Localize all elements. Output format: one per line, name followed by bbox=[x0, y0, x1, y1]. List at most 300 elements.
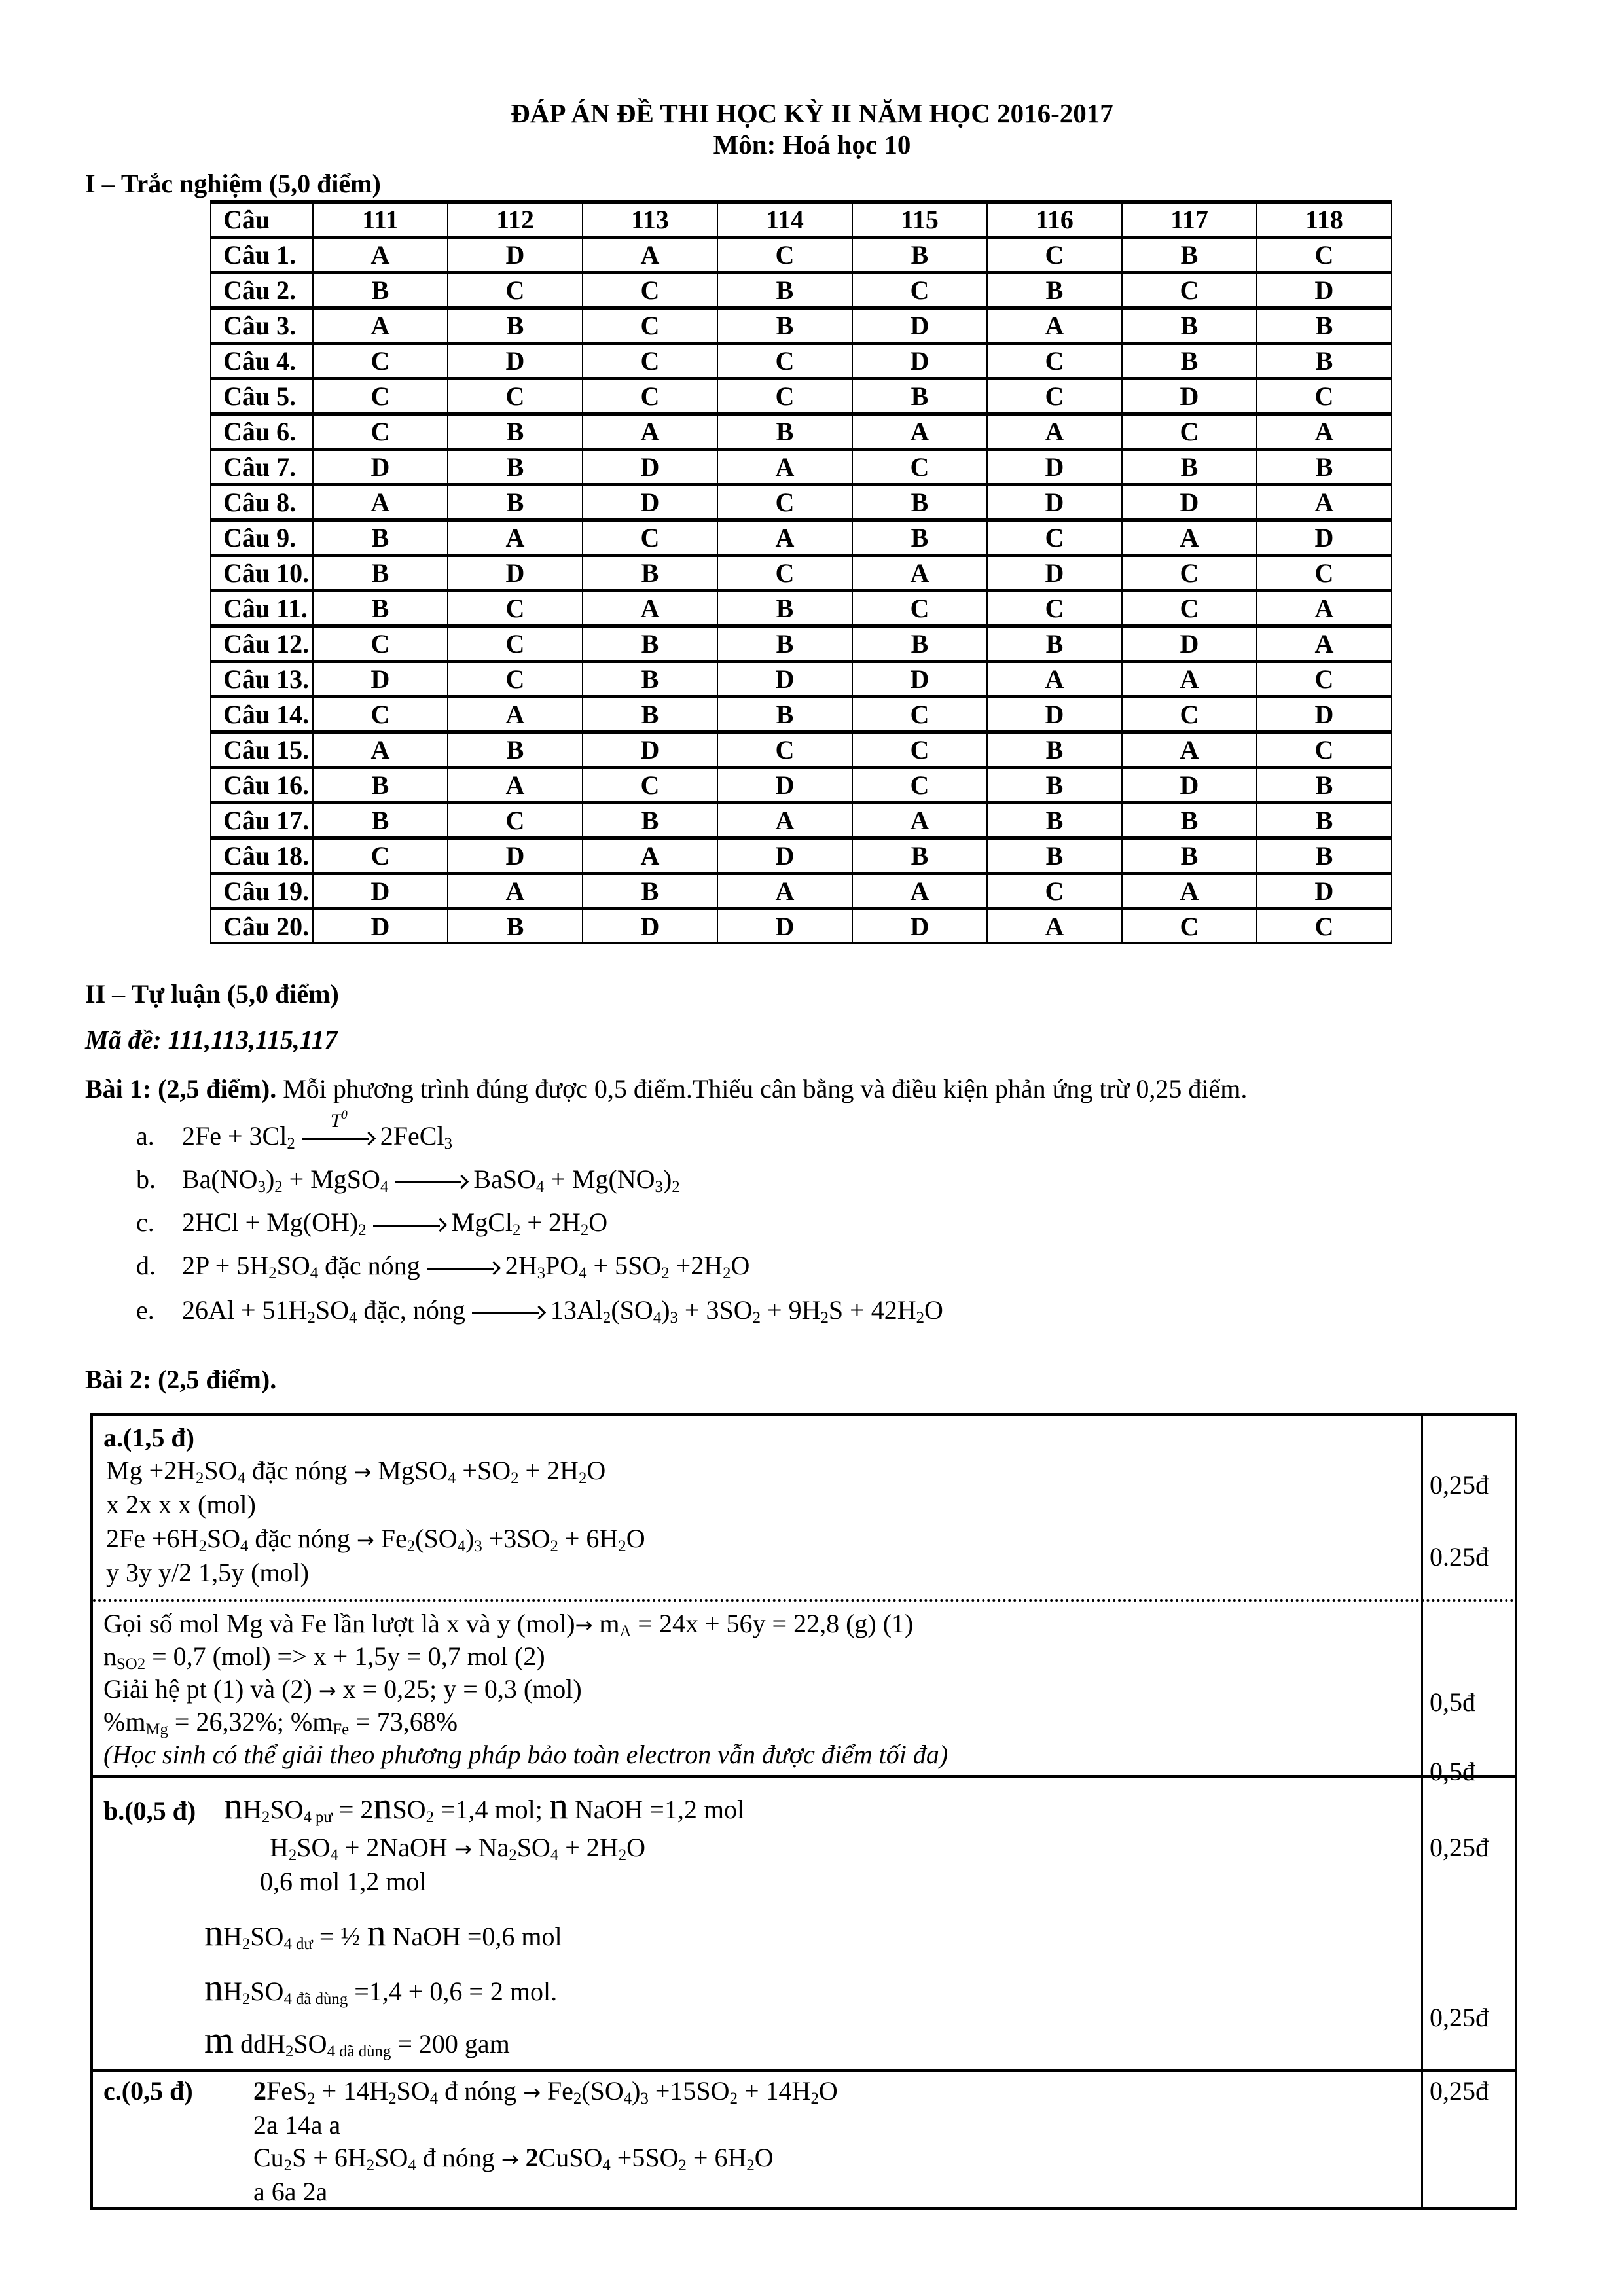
text-segment: x = 0,25; y = 0,3 (mol) bbox=[336, 1674, 582, 1704]
answer-cell: B bbox=[852, 838, 987, 874]
text-segment: S + 42H bbox=[828, 1295, 916, 1325]
answer-cell: C bbox=[987, 520, 1122, 556]
column-header-exam-code: 113 bbox=[583, 202, 717, 238]
part-a-calc-line bbox=[103, 1706, 458, 1738]
answer-cell: C bbox=[1122, 591, 1257, 626]
bai2-solution-table bbox=[90, 1413, 1517, 2210]
text-segment: +5SO bbox=[610, 2143, 679, 2172]
answer-cell: D bbox=[1257, 874, 1392, 909]
subscript: 4 bbox=[457, 1537, 465, 1556]
answer-cell: A bbox=[313, 732, 448, 768]
answer-cell: C bbox=[1122, 697, 1257, 732]
question-label: Câu 2. bbox=[211, 273, 313, 308]
text-segment: + Mg(NO bbox=[544, 1164, 655, 1194]
equation-label: c. bbox=[136, 1208, 154, 1237]
text-segment: CuSO bbox=[538, 2143, 603, 2172]
yields-arrow-icon: → bbox=[523, 2080, 541, 2105]
text-segment: + 5SO bbox=[586, 1251, 662, 1280]
column-header-exam-code: 112 bbox=[448, 202, 583, 238]
answer-cell: C bbox=[448, 379, 583, 414]
answer-cell: C bbox=[583, 273, 717, 308]
answer-cell: B bbox=[1122, 838, 1257, 874]
text-segment: đ nóng bbox=[438, 2076, 524, 2106]
table-row bbox=[211, 697, 1392, 732]
question-label: Câu 3. bbox=[211, 308, 313, 344]
answer-cell: B bbox=[852, 626, 987, 662]
text-segment: SO bbox=[374, 2143, 408, 2172]
question-label: Câu 9. bbox=[211, 520, 313, 556]
text-segment: đặc nóng bbox=[318, 1251, 420, 1280]
text-segment: H bbox=[243, 1795, 262, 1824]
text-segment: + 6H bbox=[686, 2143, 747, 2172]
answer-cell: C bbox=[583, 344, 717, 379]
text-segment: Mg +2H bbox=[106, 1456, 196, 1485]
subscript: 2 bbox=[746, 2157, 755, 2175]
answer-cell: B bbox=[313, 556, 448, 591]
text-segment: 2FeCl bbox=[380, 1121, 444, 1151]
text-segment: H bbox=[223, 1922, 242, 1951]
part-a-line bbox=[106, 1489, 256, 1520]
part-b-label: b.(0,5 đ) bbox=[103, 1796, 196, 1825]
text-segment: O bbox=[924, 1295, 943, 1325]
answer-cell: C bbox=[448, 626, 583, 662]
subscript: SO2 bbox=[117, 1655, 146, 1674]
subscript: 2 bbox=[388, 2090, 397, 2108]
text-segment: MgSO bbox=[371, 1456, 448, 1485]
answer-cell: B bbox=[448, 485, 583, 520]
subscript: 4 bbox=[448, 1469, 456, 1488]
answer-cell: C bbox=[448, 273, 583, 308]
answer-cell: C bbox=[987, 591, 1122, 626]
answer-cell: B bbox=[852, 379, 987, 414]
answer-cell: C bbox=[1122, 556, 1257, 591]
answer-cell: D bbox=[987, 450, 1122, 485]
answer-cell: D bbox=[1257, 520, 1392, 556]
answer-cell: C bbox=[852, 768, 987, 803]
answer-cell: B bbox=[583, 697, 717, 732]
question-label: Câu 8. bbox=[211, 485, 313, 520]
answer-cell: C bbox=[1257, 379, 1392, 414]
subscript: 2 bbox=[285, 2043, 294, 2061]
answer-cell: A bbox=[583, 838, 717, 874]
equation-e bbox=[136, 1295, 943, 1326]
answer-cell: B bbox=[717, 273, 852, 308]
subscript: 2 bbox=[511, 1469, 519, 1488]
table-row bbox=[211, 344, 1392, 379]
table-row bbox=[211, 520, 1392, 556]
answer-cell: A bbox=[717, 803, 852, 838]
score-value: 0,5đ bbox=[1430, 1687, 1475, 1717]
answer-cell: D bbox=[583, 485, 717, 520]
equation-label: d. bbox=[136, 1251, 156, 1280]
answer-cell: D bbox=[583, 909, 717, 944]
text-segment: ) bbox=[661, 1295, 670, 1325]
answer-cell: D bbox=[852, 909, 987, 944]
answer-cell: D bbox=[852, 308, 987, 344]
subscript: 4 đã dùng bbox=[283, 1990, 348, 2009]
text-segment: + 14H bbox=[737, 2076, 811, 2106]
answer-cell: B bbox=[717, 626, 852, 662]
answer-cell: B bbox=[987, 838, 1122, 874]
text-segment: 0,6 mol 1,2 mol bbox=[260, 1867, 427, 1896]
answer-cell: A bbox=[852, 803, 987, 838]
subscript: 2 bbox=[425, 1808, 434, 1827]
text-segment: %m bbox=[103, 1707, 146, 1736]
part-c-line bbox=[253, 2176, 327, 2208]
answer-cell: C bbox=[717, 238, 852, 273]
text-segment: S + 6H bbox=[292, 2143, 367, 2172]
answer-cell: A bbox=[717, 450, 852, 485]
answer-cell: B bbox=[448, 732, 583, 768]
answer-cell: D bbox=[1257, 273, 1392, 308]
subscript: 4 bbox=[623, 2090, 632, 2108]
answer-cell: A bbox=[313, 485, 448, 520]
answer-cell: B bbox=[1257, 838, 1392, 874]
subscript: 2 bbox=[307, 1309, 316, 1327]
text-segment: 26Al + 51H bbox=[182, 1295, 308, 1325]
text-segment: ) bbox=[662, 1164, 672, 1194]
answer-cell: D bbox=[1122, 626, 1257, 662]
question-label: Câu 19. bbox=[211, 874, 313, 909]
reaction-arrow-icon bbox=[373, 1215, 445, 1235]
answer-cell: C bbox=[313, 697, 448, 732]
subscript: 3 bbox=[474, 1537, 482, 1556]
subscript: 4 bbox=[653, 1309, 662, 1327]
subscript: 2 bbox=[283, 2157, 293, 2175]
part-c-line bbox=[253, 2109, 340, 2141]
text-segment: SO bbox=[270, 1795, 304, 1824]
subscript: 4 bbox=[535, 1178, 545, 1196]
answer-cell: B bbox=[1257, 450, 1392, 485]
answer-cell: D bbox=[717, 838, 852, 874]
part-a-label: a.(1,5 đ) bbox=[103, 1423, 194, 1452]
subscript: 2 bbox=[578, 1469, 587, 1488]
answer-cell: A bbox=[1257, 485, 1392, 520]
answer-cell: D bbox=[583, 450, 717, 485]
subscript: 2 bbox=[678, 2157, 687, 2175]
answer-cell: C bbox=[852, 732, 987, 768]
row-divider bbox=[93, 1775, 1515, 1778]
answer-cell: A bbox=[1122, 520, 1257, 556]
reaction-condition: $T^0$ bbox=[330, 1107, 348, 1132]
answer-cell: C bbox=[448, 591, 583, 626]
table-row bbox=[211, 414, 1392, 450]
answer-cell: C bbox=[583, 379, 717, 414]
text-segment: + MgSO bbox=[282, 1164, 380, 1194]
section2-heading: II – Tự luận (5,0 điểm) bbox=[85, 979, 339, 1009]
equation-a bbox=[136, 1107, 452, 1153]
answer-cell: C bbox=[717, 344, 852, 379]
text-segment: H bbox=[270, 1833, 289, 1862]
answer-cell: C bbox=[717, 556, 852, 591]
answer-cell: D bbox=[313, 450, 448, 485]
column-header-exam-code: 118 bbox=[1257, 202, 1392, 238]
table-row bbox=[211, 379, 1392, 414]
answer-cell: A bbox=[583, 414, 717, 450]
text-segment: SO bbox=[206, 1524, 240, 1553]
text-segment: O bbox=[754, 2143, 774, 2172]
answer-cell: A bbox=[987, 414, 1122, 450]
equation-d bbox=[136, 1250, 749, 1282]
answer-cell: D bbox=[448, 556, 583, 591]
answer-cell: D bbox=[987, 485, 1122, 520]
text-segment: a 6a 2a bbox=[253, 2177, 328, 2206]
text-segment: = ½ bbox=[312, 1922, 367, 1951]
question-label: Câu 10. bbox=[211, 556, 313, 591]
reaction-arrow-icon bbox=[427, 1259, 499, 1278]
answer-cell: B bbox=[313, 520, 448, 556]
question-label: Câu 7. bbox=[211, 450, 313, 485]
subscript: 2 bbox=[268, 1265, 277, 1283]
text-segment: MgCl bbox=[451, 1208, 513, 1237]
subscript: 2 bbox=[509, 1846, 517, 1865]
text-segment: m bbox=[592, 1609, 620, 1638]
answer-cell: B bbox=[717, 308, 852, 344]
answer-cell: B bbox=[1257, 768, 1392, 803]
answer-key-table bbox=[210, 200, 1392, 944]
text-segment: = 24x + 56y = 22,8 (g) (1) bbox=[631, 1609, 914, 1638]
yields-arrow-icon: → bbox=[353, 1460, 372, 1484]
answer-cell: A bbox=[1257, 414, 1392, 450]
quantity-symbol: n bbox=[373, 1784, 393, 1827]
answer-cell: C bbox=[852, 697, 987, 732]
subscript: 2 bbox=[602, 1309, 611, 1327]
text-segment: Giải hệ pt (1) và (2) bbox=[103, 1674, 319, 1704]
answer-cell: B bbox=[717, 414, 852, 450]
equation-c bbox=[136, 1207, 607, 1238]
subscript: A bbox=[619, 1623, 632, 1641]
subscript: 4 pư bbox=[303, 1808, 333, 1827]
table-header-row bbox=[211, 202, 1392, 238]
answer-cell: A bbox=[313, 238, 448, 273]
equation-label: a. bbox=[136, 1121, 154, 1151]
text-segment: NaOH =1,2 mol bbox=[568, 1795, 745, 1824]
answer-cell: B bbox=[717, 591, 852, 626]
part-a-calc-line bbox=[103, 1641, 545, 1672]
question-label: Câu 12. bbox=[211, 626, 313, 662]
answer-cell: C bbox=[852, 273, 987, 308]
subscript: Fe bbox=[333, 1721, 350, 1739]
reaction-arrow-icon bbox=[302, 1107, 374, 1149]
section1-heading: I – Trắc nghiệm (5,0 điểm) bbox=[85, 169, 381, 198]
answer-cell: D bbox=[448, 838, 583, 874]
answer-cell: D bbox=[313, 662, 448, 697]
column-header-exam-code: 117 bbox=[1122, 202, 1257, 238]
answer-cell: C bbox=[583, 308, 717, 344]
answer-cell: C bbox=[1257, 238, 1392, 273]
yields-arrow-icon: → bbox=[501, 2147, 519, 2172]
bai1-note: Mỗi phương trình đúng được 0,5 điểm.Thiếu cân bằng và điều kiện phản ứng trừ 0,25 điểm. bbox=[276, 1074, 1248, 1103]
score-value: 0,25đ bbox=[1430, 2003, 1489, 2032]
subscript: 2 bbox=[198, 1537, 207, 1556]
answer-cell: C bbox=[1257, 556, 1392, 591]
column-header-exam-code: 116 bbox=[987, 202, 1122, 238]
text-segment: 2Fe + 3Cl bbox=[182, 1121, 287, 1151]
question-label: Câu 11. bbox=[211, 591, 313, 626]
text-segment: + 6H bbox=[558, 1524, 619, 1553]
answer-cell: D bbox=[717, 768, 852, 803]
part-c-line bbox=[253, 2142, 774, 2175]
text-segment: O bbox=[626, 1524, 645, 1553]
subscript: 2 bbox=[661, 1265, 670, 1283]
question-label: Câu 13. bbox=[211, 662, 313, 697]
yields-arrow-icon: → bbox=[454, 1837, 472, 1861]
table-row bbox=[211, 803, 1392, 838]
part-a-line bbox=[106, 1523, 645, 1556]
answer-cell: A bbox=[1122, 662, 1257, 697]
answer-cell: B bbox=[313, 803, 448, 838]
answer-cell: B bbox=[852, 238, 987, 273]
answer-cell: D bbox=[717, 909, 852, 944]
answer-cell: A bbox=[987, 909, 1122, 944]
table-row bbox=[211, 768, 1392, 803]
answer-cell: C bbox=[448, 803, 583, 838]
text-segment: Na bbox=[471, 1833, 509, 1862]
answer-cell: A bbox=[987, 308, 1122, 344]
column-header-exam-code: 114 bbox=[717, 202, 852, 238]
question-label: Câu 15. bbox=[211, 732, 313, 768]
text-segment bbox=[519, 2143, 526, 2172]
table-row bbox=[211, 591, 1392, 626]
answer-cell: B bbox=[1257, 803, 1392, 838]
text-segment: SO bbox=[293, 2029, 327, 2058]
column-header-question: Câu bbox=[211, 202, 313, 238]
answer-cell: D bbox=[448, 344, 583, 379]
answer-cell: C bbox=[313, 414, 448, 450]
text-segment: Fe bbox=[374, 1524, 407, 1553]
answer-cell: B bbox=[583, 626, 717, 662]
quantity-symbol: n bbox=[367, 1911, 386, 1954]
row-divider bbox=[93, 2069, 1515, 2072]
answer-cell: C bbox=[852, 450, 987, 485]
answer-cell: C bbox=[987, 238, 1122, 273]
subscript: 4 dư bbox=[283, 1935, 313, 1954]
document-title: ĐÁP ÁN ĐỀ THI HỌC KỲ II NĂM HỌC 2016-2017 bbox=[511, 98, 1113, 128]
answer-cell: C bbox=[717, 485, 852, 520]
quantity-symbol: n bbox=[204, 1966, 223, 2009]
reaction-arrow-icon bbox=[395, 1172, 467, 1192]
answer-cell: C bbox=[448, 662, 583, 697]
subscript: 2 bbox=[288, 1846, 297, 1865]
answer-cell: A bbox=[583, 238, 717, 273]
answer-cell: C bbox=[1122, 414, 1257, 450]
quantity-symbol: n bbox=[224, 1784, 243, 1827]
text-segment: Gọi số mol Mg và Fe lần lượt là x và y (mol) bbox=[103, 1609, 575, 1638]
answer-cell: A bbox=[448, 874, 583, 909]
score-value: 0,5đ bbox=[1430, 1757, 1475, 1786]
subscript: 4 bbox=[579, 1265, 587, 1283]
answer-cell: C bbox=[852, 591, 987, 626]
answer-cell: B bbox=[448, 909, 583, 944]
text-segment: +2H bbox=[669, 1251, 723, 1280]
answer-cell: A bbox=[1122, 874, 1257, 909]
text-segment: SO bbox=[276, 1251, 310, 1280]
answer-cell: C bbox=[1257, 662, 1392, 697]
question-label: Câu 16. bbox=[211, 768, 313, 803]
subscript: 2 bbox=[573, 2090, 582, 2108]
text-segment: = 73,68% bbox=[349, 1707, 458, 1736]
answer-cell: A bbox=[313, 308, 448, 344]
table-row bbox=[211, 308, 1392, 344]
text-segment: =1,4 mol; bbox=[433, 1795, 549, 1824]
text-segment: ddH bbox=[234, 2029, 286, 2058]
text-segment: đặc nóng bbox=[245, 1456, 354, 1485]
answer-cell: A bbox=[717, 520, 852, 556]
answer-cell: C bbox=[1257, 909, 1392, 944]
quantity-symbol: n bbox=[549, 1784, 568, 1827]
text-segment: O bbox=[588, 1208, 608, 1237]
text-segment: +15SO bbox=[648, 2076, 730, 2106]
answer-cell: B bbox=[583, 662, 717, 697]
question-label: Câu 6. bbox=[211, 414, 313, 450]
text-segment: 2HCl + Mg(OH) bbox=[182, 1208, 359, 1237]
equation-label: e. bbox=[136, 1295, 154, 1325]
note-text: (Học sinh có thể giải theo phương pháp bảo toàn electron vẫn được điểm tối đa) bbox=[103, 1740, 948, 1769]
answer-cell: D bbox=[987, 556, 1122, 591]
text-segment: + 2H bbox=[518, 1456, 579, 1485]
text-segment: (SO bbox=[611, 1295, 653, 1325]
part-c-label: c.(0,5 đ) bbox=[103, 2076, 193, 2106]
subscript: 2 bbox=[366, 2157, 375, 2175]
subscript: 2 bbox=[512, 1221, 521, 1240]
answer-cell: B bbox=[1122, 450, 1257, 485]
answer-cell: D bbox=[987, 697, 1122, 732]
part-a-line bbox=[106, 1557, 309, 1588]
answer-cell: C bbox=[717, 379, 852, 414]
quantity-symbol: n bbox=[204, 1911, 223, 1954]
answer-cell: B bbox=[852, 520, 987, 556]
answer-cell: B bbox=[1257, 308, 1392, 344]
yields-arrow-icon: → bbox=[575, 1613, 593, 1638]
subscript: 2 bbox=[196, 1469, 204, 1488]
text-segment: Fe bbox=[540, 2076, 573, 2106]
answer-cell: D bbox=[313, 874, 448, 909]
coefficient: 2 bbox=[253, 2076, 266, 2106]
answer-cell: C bbox=[313, 344, 448, 379]
answer-cell: A bbox=[1257, 626, 1392, 662]
bai1-intro bbox=[85, 1073, 1247, 1105]
text-segment: O bbox=[731, 1251, 750, 1280]
column-header-exam-code: 115 bbox=[852, 202, 987, 238]
text-segment: + 2H bbox=[520, 1208, 581, 1237]
table-row bbox=[211, 450, 1392, 485]
answer-cell: B bbox=[313, 591, 448, 626]
score-value: 0,25đ bbox=[1430, 1833, 1489, 1862]
text-segment: FeS bbox=[266, 2076, 308, 2106]
answer-cell: B bbox=[987, 803, 1122, 838]
answer-cell: C bbox=[987, 344, 1122, 379]
subscript: 3 bbox=[655, 1178, 663, 1196]
subscript: 2 bbox=[810, 2090, 819, 2108]
part-b-line bbox=[204, 2018, 510, 2061]
subscript: 4 bbox=[602, 2157, 611, 2175]
subscript: 4 bbox=[237, 1469, 245, 1488]
text-segment: NaOH =0,6 mol bbox=[386, 1922, 562, 1951]
text-segment: SO bbox=[392, 1795, 426, 1824]
answer-cell: B bbox=[313, 273, 448, 308]
subscript: 2 bbox=[618, 1537, 626, 1556]
score-value: 0,25đ bbox=[1430, 1470, 1489, 1499]
subscript: 2 bbox=[916, 1309, 924, 1327]
table-row bbox=[211, 238, 1392, 273]
part-a-calc-line bbox=[103, 1608, 913, 1641]
subscript: 3 bbox=[670, 1309, 678, 1327]
yields-arrow-icon: → bbox=[356, 1528, 374, 1552]
column-header-exam-code: 111 bbox=[313, 202, 448, 238]
subscript: 2 bbox=[274, 1178, 283, 1196]
coefficient: 2 bbox=[525, 2143, 539, 2172]
answer-cell: A bbox=[1257, 591, 1392, 626]
